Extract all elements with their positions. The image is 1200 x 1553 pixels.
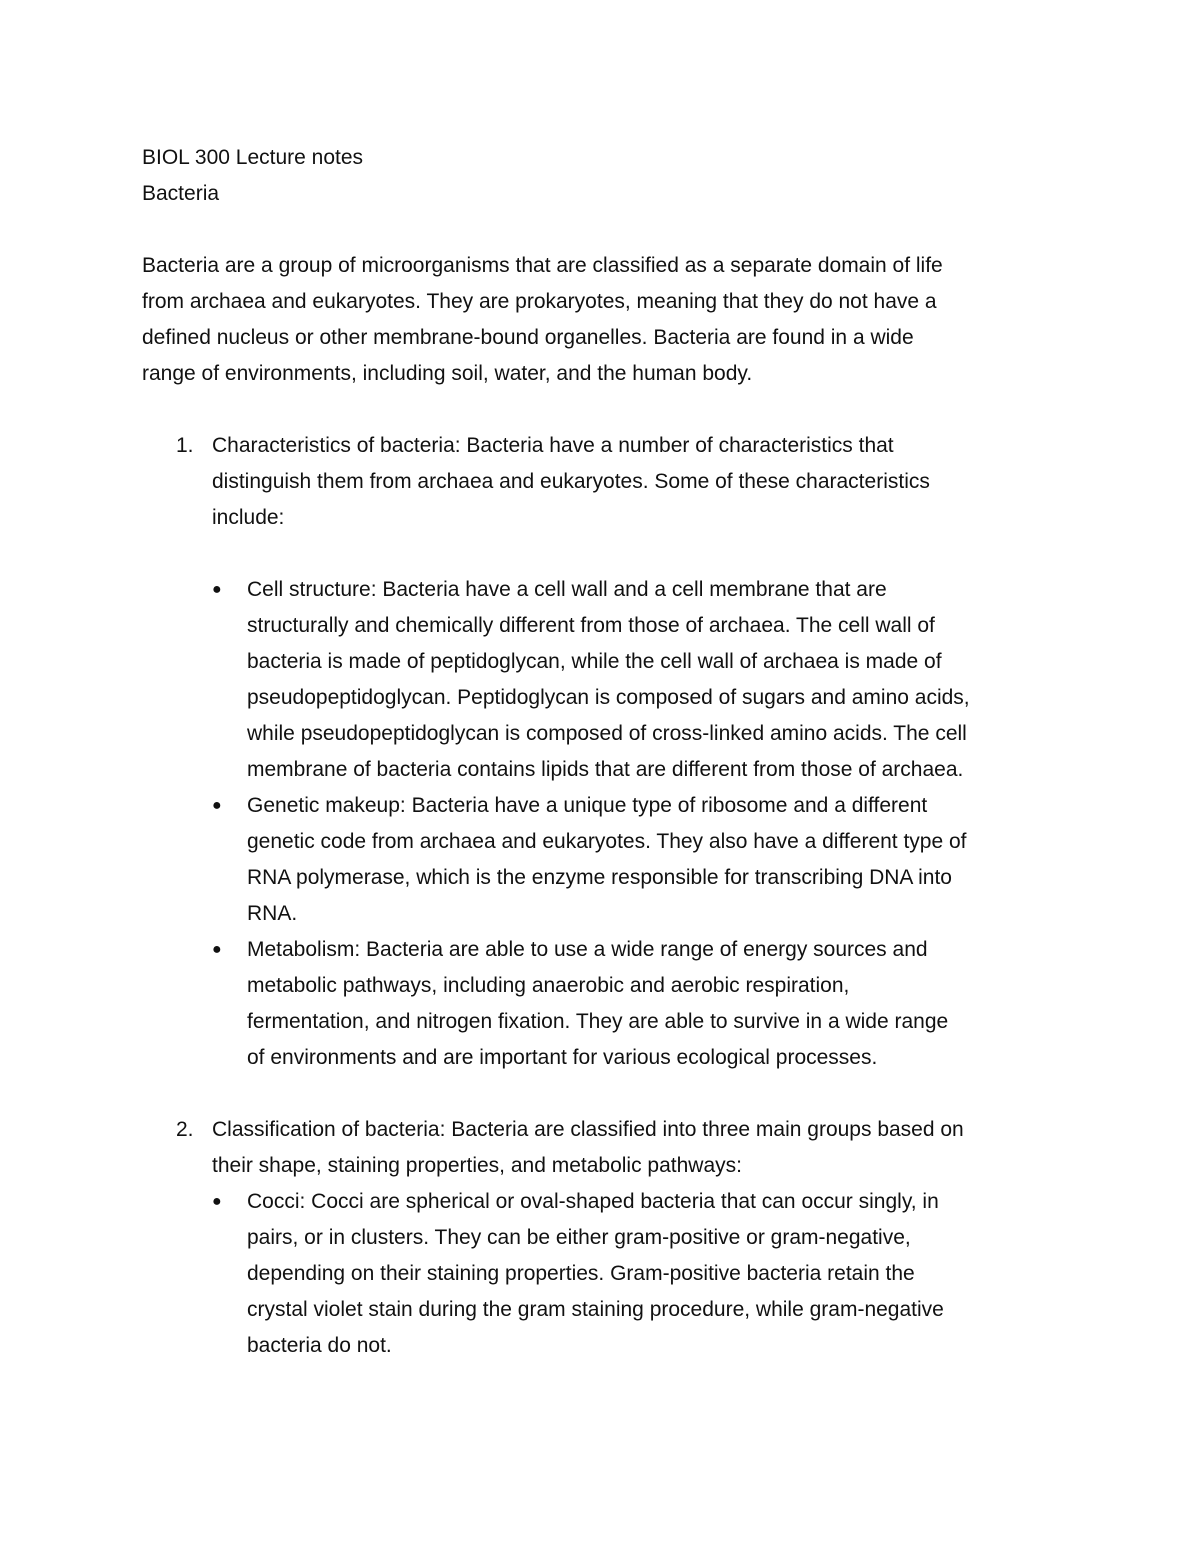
item-line: Classification of bacteria: Bacteria are classified into three main groups based on: [212, 1118, 964, 1141]
intro-paragraph: [142, 248, 1072, 392]
bullet-line: Metabolism: Bacteria are able to use a wide range of energy sources and: [247, 938, 928, 961]
bullet-item-genetic-makeup: [212, 788, 1072, 932]
bullet-item-cocci: [212, 1184, 1072, 1364]
document-page: [142, 140, 1072, 1364]
numbered-item-2: [142, 1112, 1072, 1364]
bullet-line: Cell structure: Bacteria have a cell wall and a cell membrane that are: [247, 578, 887, 601]
bullet-line: RNA polymerase, which is the enzyme responsible for transcribing DNA into: [247, 866, 952, 889]
spacer: [142, 392, 1072, 428]
item-line: their shape, staining properties, and metabolic pathways:: [212, 1154, 742, 1177]
bullet-line: fermentation, and nitrogen fixation. They are able to survive in a wide range: [247, 1010, 949, 1033]
item-number: 1.: [176, 434, 194, 457]
item-line: distinguish them from archaea and eukaryotes. Some of these characteristics: [212, 470, 930, 493]
intro-line: range of environments, including soil, water, and the human body.: [142, 362, 753, 385]
bullet-icon: ●: [212, 581, 222, 598]
bullet-line: of environments and are important for various ecological processes.: [247, 1046, 878, 1069]
bullet-line: Genetic makeup: Bacteria have a unique type of ribosome and a different: [247, 794, 928, 817]
bullet-line: RNA.: [247, 902, 298, 925]
bullet-list: [212, 572, 1072, 1076]
spacer: [142, 1076, 1072, 1112]
item-line: Characteristics of bacteria: Bacteria have a number of characteristics that: [212, 434, 894, 457]
bullet-line: while pseudopeptidoglycan is composed of cross-linked amino acids. The cell: [247, 722, 967, 745]
bullet-icon: ●: [212, 941, 222, 958]
bullet-line: pairs, or in clusters. They can be either gram-positive or gram-negative,: [247, 1226, 911, 1249]
bullet-item-metabolism: [212, 932, 1072, 1076]
bullet-icon: ●: [212, 1193, 222, 1210]
intro-line: Bacteria are a group of microorganisms that are classified as a separate domain of life: [142, 254, 943, 277]
bullet-line: depending on their staining properties. Gram-positive bacteria retain the: [247, 1262, 915, 1285]
intro-line: defined nucleus or other membrane-bound organelles. Bacteria are found in a wide: [142, 326, 914, 349]
course-title: BIOL 300 Lecture notes: [142, 146, 364, 169]
bullet-item-cell-structure: [212, 572, 1072, 788]
bullet-list: [212, 1184, 1072, 1364]
intro-line: from archaea and eukaryotes. They are prokaryotes, meaning that they do not have a: [142, 290, 937, 313]
bullet-line: pseudopeptidoglycan. Peptidoglycan is composed of sugars and amino acids,: [247, 686, 970, 709]
bullet-line: bacteria do not.: [247, 1334, 392, 1357]
numbered-item-1: [142, 428, 1072, 1076]
bullet-line: structurally and chemically different from those of archaea. The cell wall of: [247, 614, 935, 637]
bullet-line: metabolic pathways, including anaerobic and aerobic respiration,: [247, 974, 850, 997]
bullet-line: membrane of bacteria contains lipids that are different from those of archaea.: [247, 758, 964, 781]
bullet-icon: ●: [212, 797, 222, 814]
topic-title: Bacteria: [142, 182, 220, 205]
bullet-line: bacteria is made of peptidoglycan, while the cell wall of archaea is made of: [247, 650, 942, 673]
item-number: 2.: [176, 1118, 194, 1141]
item-line: include:: [212, 506, 285, 529]
bullet-line: Cocci: Cocci are spherical or oval-shaped bacteria that can occur singly, in: [247, 1190, 939, 1213]
bullet-line: crystal violet stain during the gram staining procedure, while gram-negative: [247, 1298, 944, 1321]
bullet-line: genetic code from archaea and eukaryotes. They also have a different type of: [247, 830, 967, 853]
spacer: [142, 212, 1072, 248]
spacer: [212, 536, 1072, 572]
